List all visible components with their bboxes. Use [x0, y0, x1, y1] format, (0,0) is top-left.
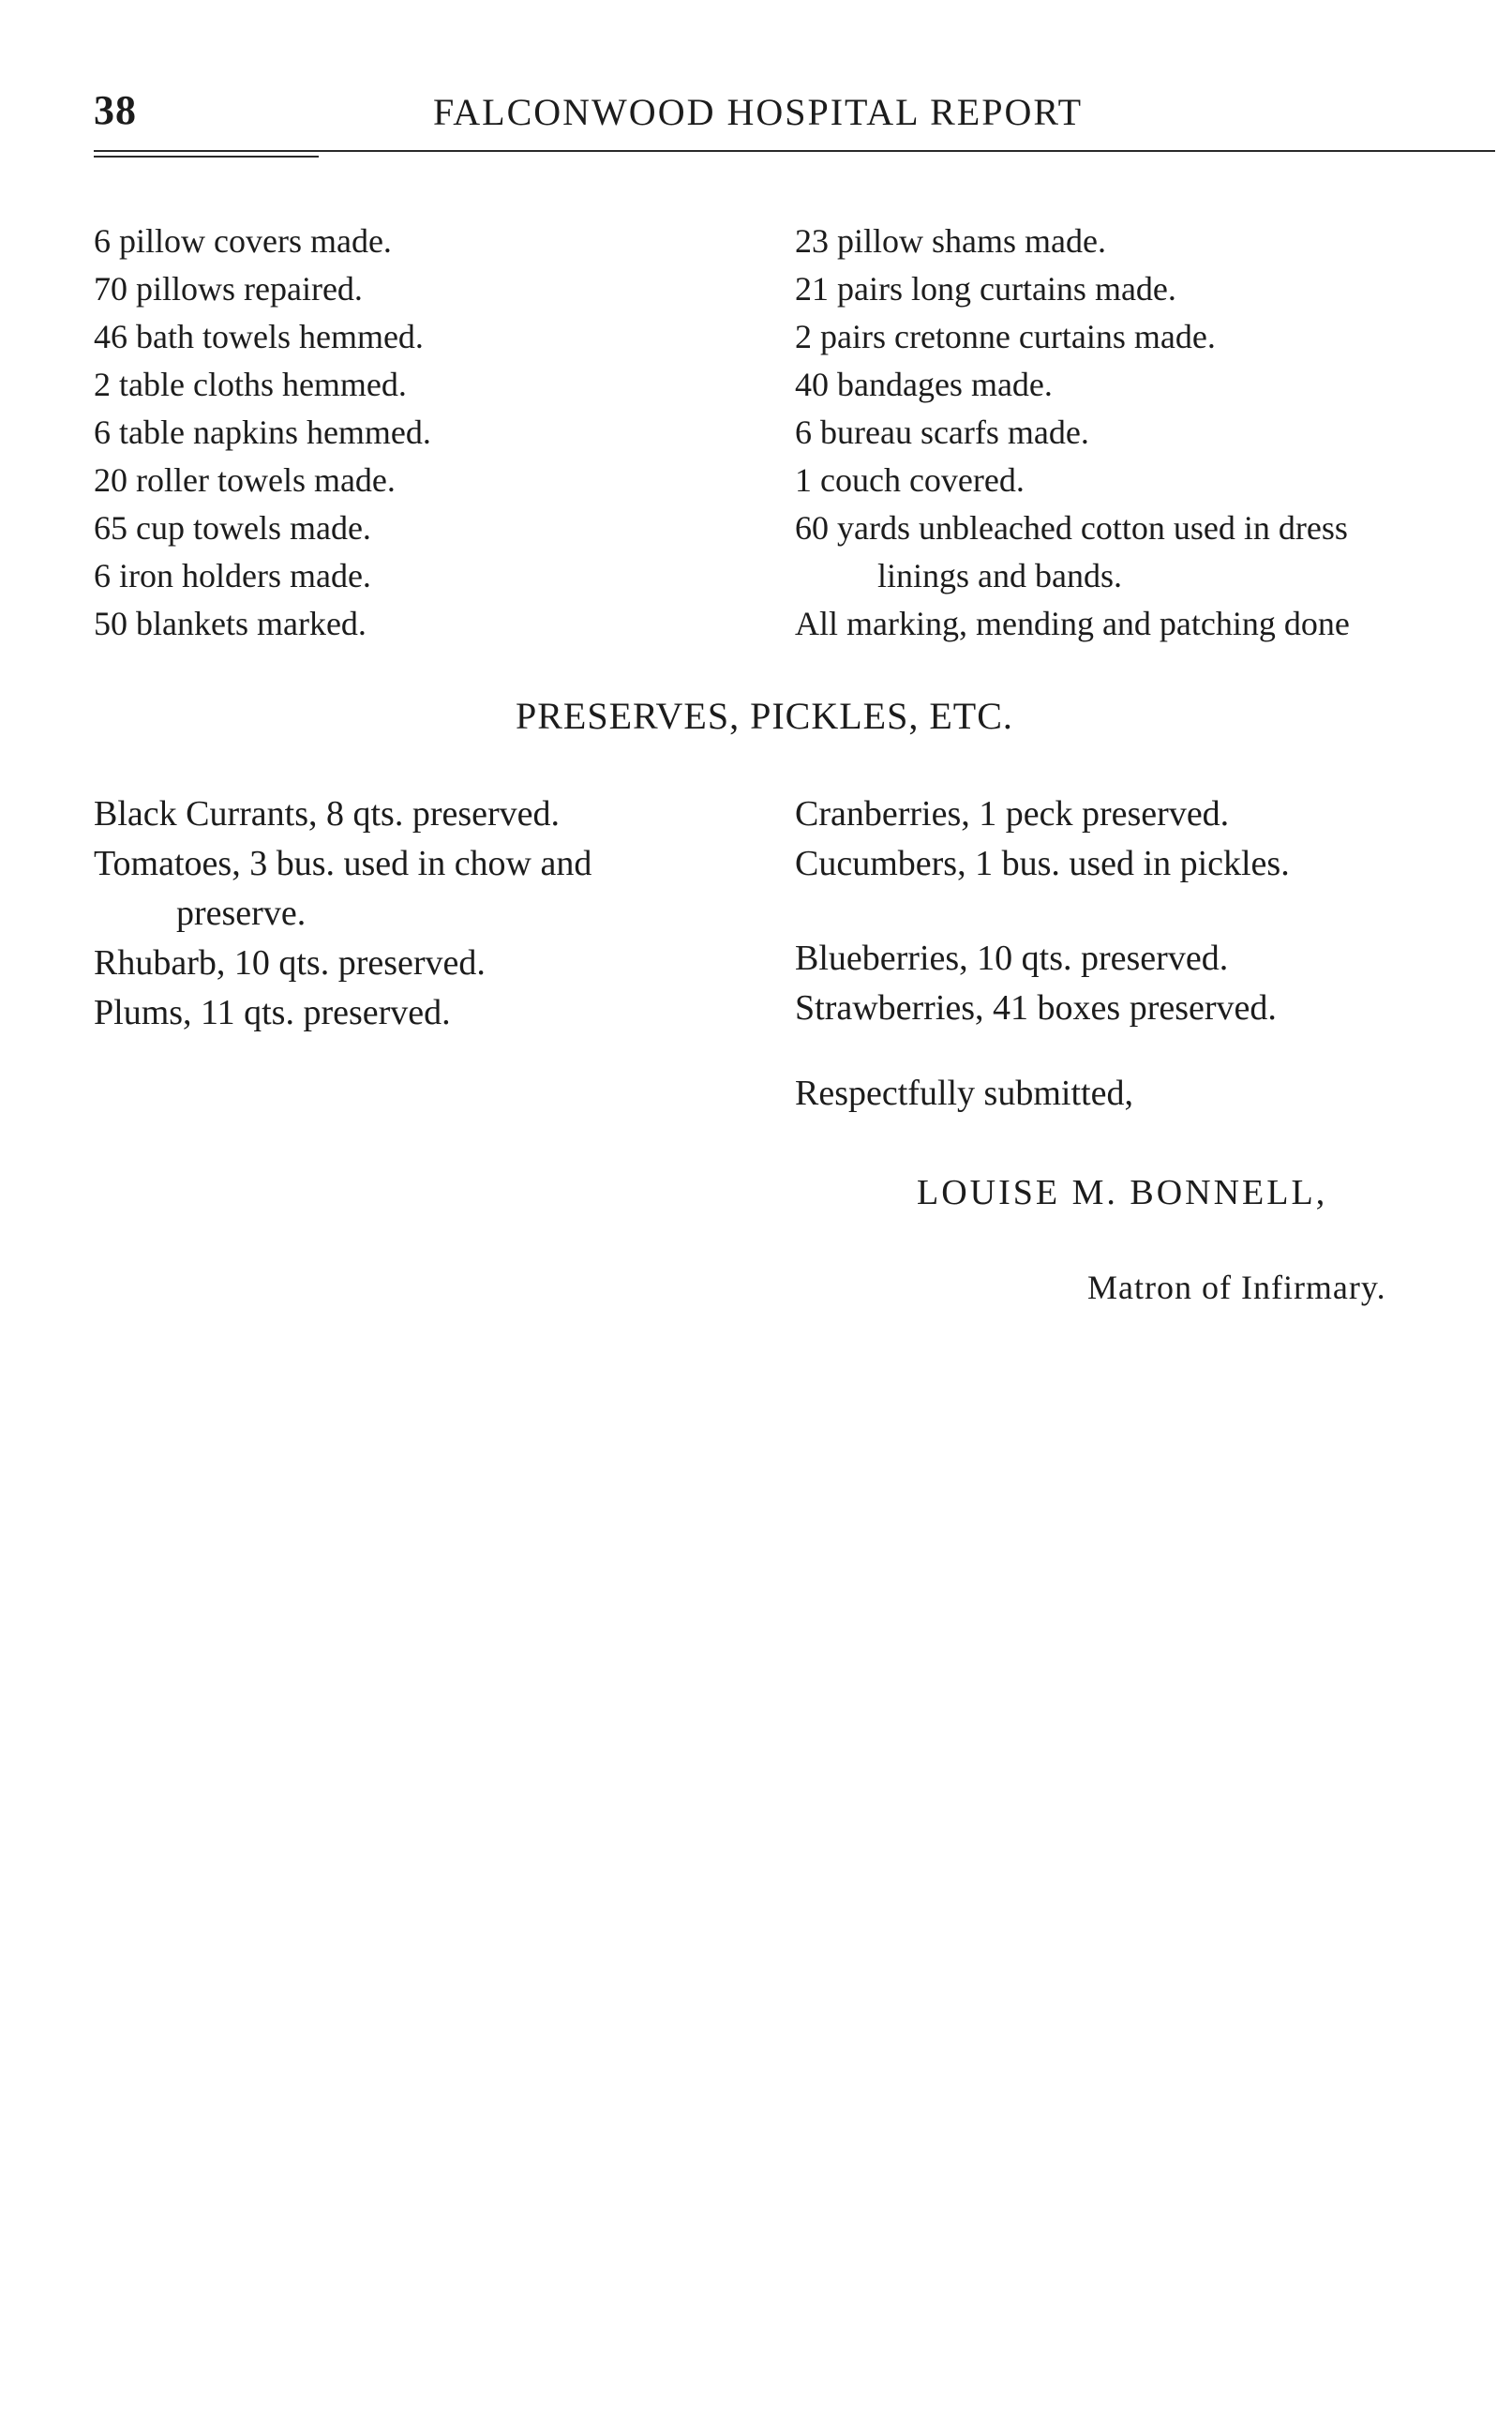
list-item: 2 table cloths hemmed.: [94, 366, 407, 403]
preserves-list-right: [795, 789, 1290, 1033]
list-item: Tomatoes, 3 bus. used in chow and: [94, 844, 592, 883]
list-item: 46 bath towels hemmed.: [94, 318, 424, 355]
list-item: Black Currants, 8 qts. preserved.: [94, 794, 561, 834]
list-item-continuation: linings and bands.: [877, 557, 1122, 594]
preserves-list-left: [94, 789, 591, 1038]
spacer: [795, 889, 1290, 934]
section-heading-preserves: PRESERVES, PICKLES, ETC.: [516, 695, 1013, 737]
signature-name: LOUISE M. BONNELL,: [917, 1173, 1328, 1212]
list-item: 40 bandages made.: [795, 366, 1053, 403]
list-item: 23 pillow shams made.: [795, 222, 1106, 260]
list-item: Blueberries, 10 qts. preserved.: [795, 939, 1229, 978]
header-rule: [94, 150, 1495, 152]
running-title: FALCONWOOD HOSPITAL REPORT: [433, 91, 1084, 133]
list-item: 6 pillow covers made.: [94, 222, 392, 260]
list-item: 70 pillows repaired.: [94, 270, 363, 308]
list-item: Rhubarb, 10 qts. preserved.: [94, 943, 486, 983]
list-item: 6 table napkins hemmed.: [94, 414, 431, 451]
list-item: 20 roller towels made.: [94, 461, 396, 499]
list-item: All marking, mending and patching done: [795, 605, 1350, 642]
page-number: 38: [94, 87, 137, 133]
list-item: Plums, 11 qts. preserved.: [94, 993, 451, 1032]
list-item: Cranberries, 1 peck preserved.: [795, 794, 1230, 834]
signature-title: Matron of Infirmary.: [1087, 1269, 1386, 1306]
list-item: 60 yards unbleached cotton used in dress: [795, 509, 1348, 547]
list-item-continuation: preserve.: [176, 894, 307, 933]
header-rule-accent: [94, 156, 319, 158]
list-item: 21 pairs long curtains made.: [795, 270, 1176, 308]
list-item: Cucumbers, 1 bus. used in pickles.: [795, 844, 1290, 883]
list-item: 6 iron holders made.: [94, 557, 371, 594]
closing-salutation: Respectfully submitted,: [795, 1074, 1133, 1113]
sewing-list-left: [94, 218, 431, 648]
list-item: 6 bureau scarfs made.: [795, 414, 1089, 451]
list-item: 65 cup towels made.: [94, 509, 371, 547]
list-item: 1 couch covered.: [795, 461, 1025, 499]
list-item: Strawberries, 41 boxes preserved.: [795, 988, 1277, 1028]
list-item: 50 blankets marked.: [94, 605, 367, 642]
sewing-list-right: [795, 218, 1350, 648]
list-item: 2 pairs cretonne curtains made.: [795, 318, 1216, 355]
